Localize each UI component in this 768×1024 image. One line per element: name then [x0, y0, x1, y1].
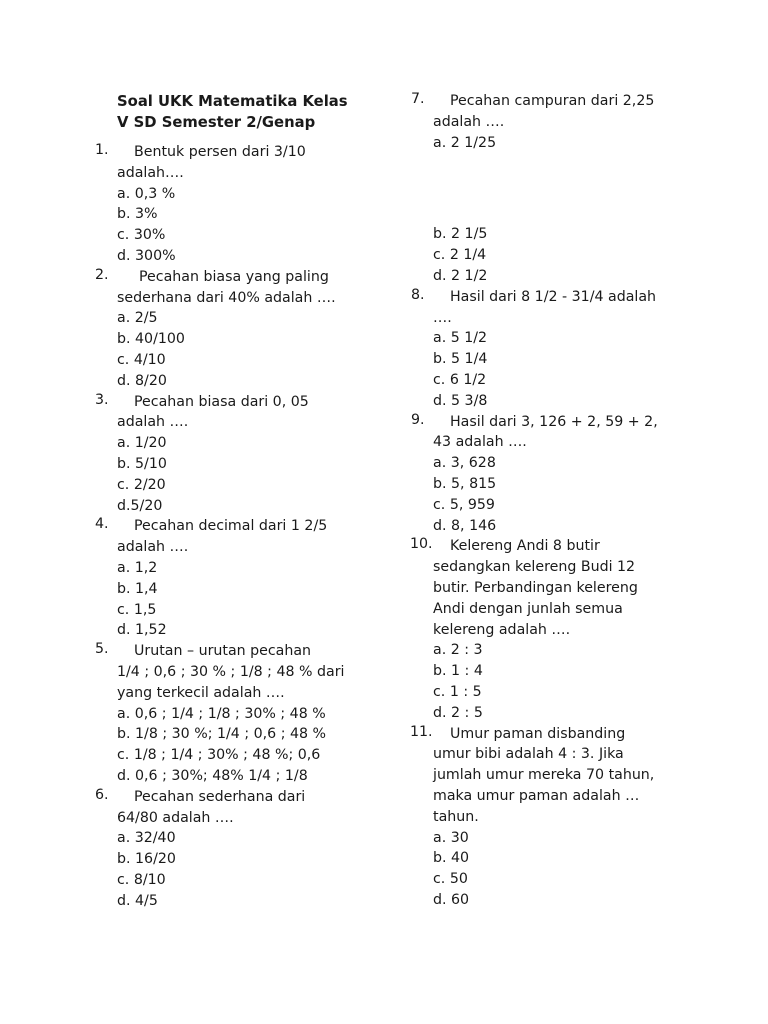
- answer-option: d. 2 : 5: [433, 704, 483, 721]
- question-1: [95, 142, 379, 267]
- question-7: [411, 91, 693, 287]
- answer-option: d. 8, 146: [433, 517, 497, 534]
- answer-option: d. 8/20: [117, 372, 167, 389]
- answer-option: c. 5, 959: [433, 496, 495, 513]
- question-number: 4.: [95, 516, 109, 533]
- question-number: 6.: [95, 786, 109, 803]
- question-text-line: butir. Perbandingan kelereng: [433, 579, 638, 596]
- answer-option: d. 1,52: [117, 622, 167, 639]
- answer-option: b. 5, 815: [433, 475, 497, 492]
- answer-option: b. 5 1/4: [433, 351, 488, 368]
- answer-option: a. 2 1/25: [433, 134, 497, 151]
- title-line: Soal UKK Matematika Kelas: [117, 93, 348, 110]
- answer-option: a. 2 : 3: [433, 642, 483, 659]
- answer-option: d. 60: [433, 891, 470, 908]
- question-6: [95, 786, 379, 912]
- question-11: [410, 723, 693, 911]
- blank-space: [433, 153, 693, 224]
- answer-option: d. 300%: [117, 247, 176, 264]
- question-3: [95, 391, 379, 517]
- answer-option: c. 4/10: [117, 351, 166, 368]
- answer-option: a. 32/40: [117, 830, 176, 847]
- answer-option: b. 2 1/5: [433, 226, 488, 243]
- answer-option: b. 1,4: [117, 580, 158, 597]
- answer-option: b. 40/100: [117, 331, 185, 348]
- question-text-line: sedangkan kelereng Budi 12: [433, 559, 636, 576]
- answer-option: d. 5 3/8: [433, 392, 488, 409]
- question-text-line: Pecahan campuran dari 2,25: [450, 93, 655, 109]
- answer-option: a. 0,3 %: [117, 185, 176, 202]
- answer-option: b. 40: [433, 850, 470, 867]
- answer-option: a. 0,6 ; 1/4 ; 1/8 ; 30% ; 48 %: [117, 705, 326, 722]
- question-number: 8.: [411, 286, 425, 303]
- question-text-line: Umur paman disbanding: [450, 725, 626, 742]
- question-text-line: adalah ….: [117, 539, 189, 556]
- answer-option: a. 30: [433, 829, 469, 846]
- answer-option: c. 1,5: [117, 601, 157, 618]
- question-text-line: umur bibi adalah 4 : 3. Jika: [433, 746, 624, 763]
- question-number: 7.: [411, 91, 425, 107]
- question-number: 11.: [410, 723, 433, 740]
- answer-option: d.5/20: [117, 497, 163, 514]
- question-list: [410, 91, 693, 911]
- answer-option: c. 1 : 5: [433, 683, 482, 700]
- answer-option: d. 4/5: [117, 892, 158, 909]
- question-text-line: Hasil dari 8 1/2 - 31/4 adalah: [450, 288, 657, 305]
- question-text-line: adalah ….: [117, 414, 189, 431]
- question-list: [95, 142, 379, 911]
- answer-option: a. 2/5: [117, 310, 158, 327]
- question-text-line: Urutan – urutan pecahan: [134, 643, 312, 660]
- answer-option: b. 16/20: [117, 851, 176, 868]
- answer-option: a. 1,2: [117, 559, 158, 576]
- question-10: [410, 536, 693, 723]
- question-text-line: 1/4 ; 0,6 ; 30 % ; 1/8 ; 48 % dari: [117, 663, 345, 680]
- question-text-line: sederhana dari 40% adalah ….: [117, 289, 336, 306]
- answer-option: d. 0,6 ; 30%; 48% 1/4 ; 1/8: [117, 767, 308, 784]
- question-4: [95, 516, 379, 641]
- answer-option: b. 5/10: [117, 455, 167, 472]
- right-column: [410, 91, 693, 911]
- answer-option: b. 1 : 4: [433, 663, 483, 680]
- question-text-line: ….: [433, 309, 452, 326]
- question-text-line: 43 adalah ….: [433, 434, 527, 451]
- question-text-line: Pecahan biasa dari 0, 05: [134, 393, 309, 410]
- answer-option: b. 3%: [117, 206, 158, 223]
- question-5: [95, 641, 379, 787]
- left-column: [95, 91, 379, 911]
- question-text-line: Kelereng Andi 8 butir: [450, 538, 600, 555]
- question-text-line: maka umur paman adalah …: [433, 787, 640, 804]
- title-line: V SD Semester 2/Genap: [117, 114, 316, 131]
- question-text-line: Andi dengan junlah semua: [433, 600, 623, 617]
- question-2: [95, 266, 379, 392]
- question-text-line: Pecahan sederhana dari: [134, 788, 306, 805]
- answer-option: d. 2 1/2: [433, 267, 488, 284]
- question-number: 3.: [95, 391, 109, 408]
- answer-option: c. 2 1/4: [433, 247, 487, 264]
- question-text-line: Bentuk persen dari 3/10: [134, 144, 306, 160]
- question-9: [411, 411, 693, 537]
- question-text-line: jumlah umur mereka 70 tahun,: [433, 767, 655, 784]
- answer-option: c. 50: [433, 871, 468, 888]
- answer-option: a. 1/20: [117, 435, 167, 452]
- question-8: [411, 286, 693, 412]
- question-number: 2.: [95, 266, 109, 283]
- question-text-line: Pecahan decimal dari 1 2/5: [134, 518, 328, 535]
- question-text-line: Pecahan biasa yang paling: [139, 268, 329, 285]
- question-number: 10.: [410, 536, 433, 553]
- answer-option: c. 2/20: [117, 476, 166, 493]
- question-text-line: adalah ….: [433, 113, 505, 130]
- question-number: 5.: [95, 641, 109, 658]
- question-text-line: adalah….: [117, 164, 184, 181]
- answer-option: b. 1/8 ; 30 %; 1/4 ; 0,6 ; 48 %: [117, 726, 327, 743]
- question-text-line: kelereng adalah ….: [433, 621, 571, 638]
- answer-option: a. 3, 628: [433, 455, 496, 472]
- page-title: [117, 91, 367, 133]
- question-text-line: tahun.: [433, 808, 479, 825]
- answer-option: a. 5 1/2: [433, 330, 488, 347]
- question-text-line: 64/80 adalah ….: [117, 809, 234, 826]
- answer-option: c. 1/8 ; 1/4 ; 30% ; 48 %; 0,6: [117, 747, 321, 764]
- question-text-line: yang terkecil adalah ….: [117, 684, 285, 701]
- question-text-line: Hasil dari 3, 126 + 2, 59 + 2,: [450, 413, 658, 430]
- question-number: 9.: [411, 411, 425, 428]
- question-number: 1.: [95, 142, 109, 158]
- answer-option: c. 8/10: [117, 871, 166, 888]
- answer-option: c. 6 1/2: [433, 371, 487, 388]
- answer-option: c. 30%: [117, 227, 166, 244]
